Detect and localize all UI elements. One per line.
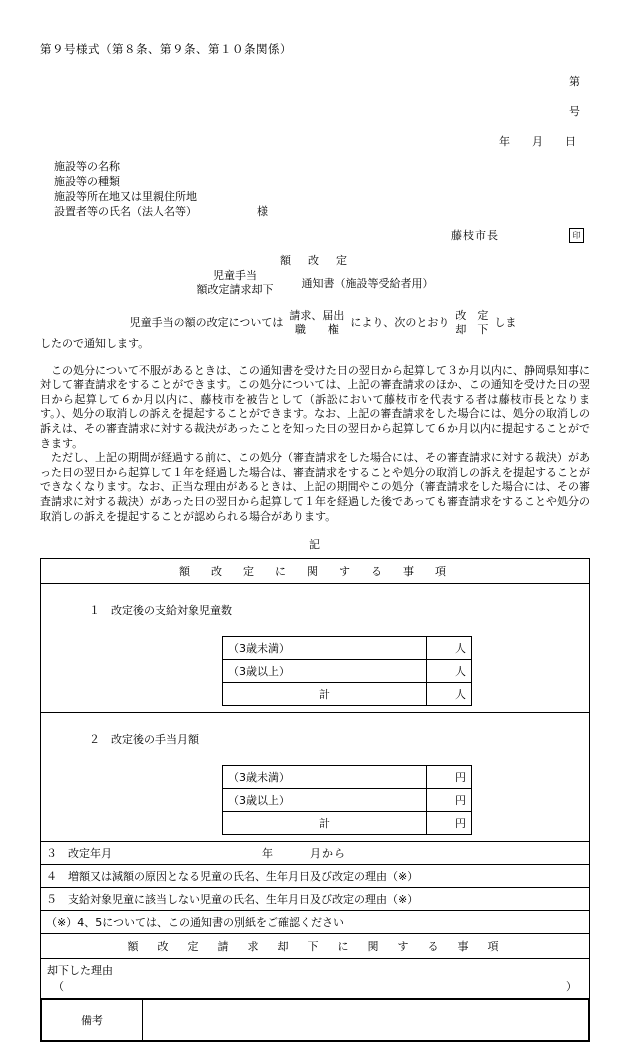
item2-number: ２ <box>88 733 100 747</box>
facility-fields <box>40 159 590 219</box>
item2-row2-unit: 円 <box>427 789 472 812</box>
item1-number: １ <box>88 604 100 618</box>
item2-row1-unit: 円 <box>427 766 472 789</box>
item1-row2-unit: 人 <box>427 660 472 683</box>
intro-stack-right-bottom: 却 下 <box>455 323 489 336</box>
issuer-name: 藤枝市長 <box>451 229 499 242</box>
date-line: 年 月 日 <box>499 135 576 148</box>
item1-row1-label: （3歳未満） <box>223 637 427 660</box>
remark-inner-table <box>41 999 589 1041</box>
item2-row3-unit: 円 <box>427 812 472 835</box>
item5-label: 支給対象児童に該当しない児童の氏名、生年月日及び改定の理由（※） <box>68 893 419 907</box>
table-row <box>41 999 590 1042</box>
item3-number: ３ <box>46 847 57 861</box>
document-number-block <box>40 59 590 149</box>
intro-stack-left-top: 請求、届出 <box>289 309 345 322</box>
appeal-paragraph-2: ただし、上記の期間が経過する前に、この処分（審査請求をした場合には、その審査請求に対する裁決）があった日の翌日から起算して１年を経過した場合は、審査請求をすることや処分の取消しの訴えを提起することができなくなります。なお、正当な理由があるときは、上記の期間やこの処分（審査請求をした場合には、その審査請求に対する裁決）があった日の翌日から起算して１年を経過した後であっても審査請求をすることや処分の取消しの訴えを提起することが認められる場合があります。 <box>40 451 590 523</box>
table-row <box>223 766 472 789</box>
field-facility-type: 施設等の種類 <box>54 175 120 188</box>
item1-label: 改定後の支給対象児童数 <box>110 604 232 618</box>
table-row <box>41 559 590 584</box>
item1-subtable <box>222 636 472 706</box>
reject-reason-paren-row <box>47 978 583 994</box>
item1-row1-unit: 人 <box>427 637 472 660</box>
table-row <box>223 683 472 706</box>
reject-reason-cell <box>41 959 590 999</box>
intro-tail2: したので通知します。 <box>40 337 150 350</box>
intro-block <box>40 309 590 352</box>
table-row <box>41 959 590 999</box>
item5-number: ５ <box>46 893 57 907</box>
doc-no-value: 号 <box>569 105 580 118</box>
notice-left-stack <box>197 269 274 297</box>
issuer-row <box>40 227 590 243</box>
table-row <box>41 584 590 713</box>
addressee-suffix: 様 <box>257 205 268 218</box>
table-row <box>41 713 590 842</box>
table-note: （※）4、5については、この通知書の別紙をご確認ください <box>41 911 590 934</box>
item2-label: 改定後の手当月額 <box>110 733 199 747</box>
paren-close: ） <box>566 980 577 994</box>
item4-cell <box>41 865 590 888</box>
table-row <box>42 1000 589 1041</box>
notice-title-block <box>40 253 590 297</box>
item2-subtable <box>222 765 472 835</box>
item1-row3-unit: 人 <box>427 683 472 706</box>
item1-heading <box>47 588 583 633</box>
item1-row2-label: （3歳以上） <box>223 660 427 683</box>
item2-heading <box>47 717 583 762</box>
table-row <box>223 789 472 812</box>
remark-value <box>143 1000 589 1041</box>
item4-number: ４ <box>46 870 57 884</box>
seal-icon: 印 <box>569 228 584 243</box>
item2-cell <box>41 713 590 842</box>
item3-label: 改定年月 <box>68 847 112 861</box>
item2-row1-label: （3歳未満） <box>223 766 427 789</box>
item3-value: 年 月から <box>262 847 346 861</box>
notice-left-bottom: 額改定請求却下 <box>196 283 274 296</box>
notice-right-label: 通知書（施設等受給者用） <box>301 277 434 290</box>
section2-title: 額 改 定 請 求 却 下 に 関 す る 事 項 <box>41 934 590 959</box>
document-number-line <box>40 59 580 134</box>
table-row <box>41 865 590 888</box>
paren-open: （ <box>53 980 64 994</box>
table-row <box>41 911 590 934</box>
appeal-paragraphs <box>40 364 590 525</box>
item1-cell <box>41 584 590 713</box>
appeal-paragraph-1: この処分について不服があるときは、この通知書を受けた日の翌日から起算して３か月以内に、静岡県知事に対して審査請求をすることができます。この処分については、上記の審査請求のほか、この通知を受けた日の翌日から起算して６か月以内に、藤枝市を被告として（訴訟において藤枝市を代表する者は藤枝市長となります。）、処分の取消しの訴えを提起することができます。なお、上記の審査請求をした場合には、処分の取消しの訴えは、その審査請求に対する裁決があったことを知った日の翌日から起算して６か月以内に提起することができます。 <box>40 363 590 450</box>
notice-kind: 額 改 定 <box>280 254 350 267</box>
section1-title: 額 改 定 に 関 す る 事 項 <box>41 559 590 584</box>
notice-left-top: 児童手当 <box>213 269 257 282</box>
doc-no-label: 第 <box>569 75 580 88</box>
detail-table <box>40 558 590 1042</box>
item2-row2-label: （3歳以上） <box>223 789 427 812</box>
remark-label: 備考 <box>42 1000 143 1041</box>
notice-title-row <box>40 269 590 297</box>
item3-cell <box>41 842 590 865</box>
intro-stack-right-top: 改 定 <box>455 309 489 322</box>
item2-row3-label: 計 <box>223 812 427 835</box>
table-row <box>41 934 590 959</box>
field-facility-name: 施設等の名称 <box>54 160 120 173</box>
intro-tail: しま <box>494 315 517 329</box>
field-owner-name-row <box>54 204 590 219</box>
ki-marker: 記 <box>309 538 321 552</box>
item4-label: 増額又は減額の原因となる児童の氏名、生年月日及び改定の理由（※） <box>68 870 419 884</box>
table-row <box>41 888 590 911</box>
form-number: 第９号様式（第８条、第９条、第１０条関係） <box>40 42 292 56</box>
field-owner-name: 設置者等の氏名（法人名等） <box>54 205 197 218</box>
intro-right-stack <box>455 309 488 337</box>
intro-left-stack <box>289 309 344 337</box>
table-row <box>223 812 472 835</box>
field-facility-address: 施設等所在地又は里親住所地 <box>54 190 197 203</box>
intro-stack-left-bottom: 職 権 <box>294 323 339 336</box>
intro-lead: 児童手当の額の改定については <box>129 315 284 329</box>
intro-middle: により、次のとおり <box>350 315 450 329</box>
document-body <box>40 42 590 1042</box>
table-row <box>223 660 472 683</box>
remark-cell <box>41 999 590 1042</box>
reject-reason-label: 却下した理由 <box>47 964 113 978</box>
table-row <box>41 842 590 865</box>
item5-cell <box>41 888 590 911</box>
item1-row3-label: 計 <box>223 683 427 706</box>
item3-heading <box>46 845 584 861</box>
table-row <box>223 637 472 660</box>
